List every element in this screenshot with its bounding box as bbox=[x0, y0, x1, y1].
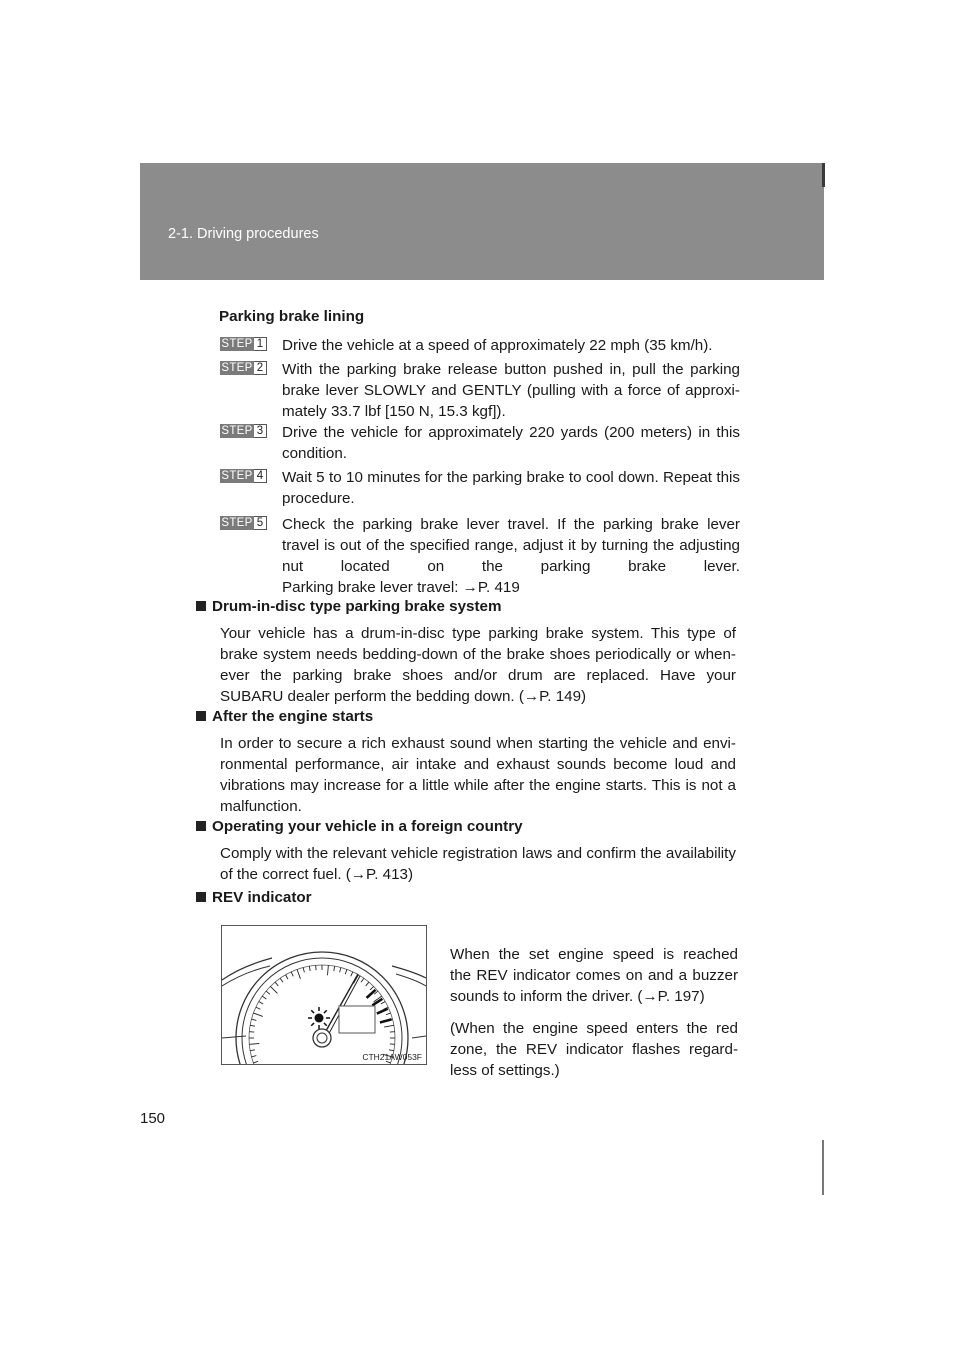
section-body bbox=[220, 623, 736, 707]
text-line: Check the parking brake lever travel. If the parking brake lever bbox=[282, 516, 740, 533]
rev-indicator-figure bbox=[221, 925, 427, 1065]
text-line: Parking brake lever travel: →P. 419 bbox=[282, 579, 520, 596]
text-line: Wait 5 to 10 minutes for the parking brake to cool down. Repeat this bbox=[282, 469, 740, 486]
section-heading bbox=[196, 818, 523, 835]
step-text bbox=[282, 422, 740, 464]
rev-indicator-icon bbox=[308, 1007, 330, 1029]
square-bullet-icon bbox=[196, 601, 206, 611]
text-line: mately 33.7 lbf [150 N, 15.3 kgf]). bbox=[282, 403, 506, 420]
page-edge-rule bbox=[822, 1140, 824, 1195]
header-edge-rule bbox=[822, 163, 825, 187]
step-text bbox=[282, 514, 740, 598]
text-line: (When the engine speed enters the red bbox=[450, 1020, 738, 1037]
step-text bbox=[282, 335, 740, 356]
text-line: In order to secure a rich exhaust sound when starting the vehicle and envi- bbox=[220, 735, 736, 752]
square-bullet-icon bbox=[196, 892, 206, 902]
section-body bbox=[220, 733, 736, 817]
section-heading bbox=[196, 708, 373, 725]
text-line: less of settings.) bbox=[450, 1062, 560, 1079]
text-line: SUBARU dealer perform the bedding down. (→P. 149) bbox=[220, 688, 587, 705]
figure-code: CTH21AW053F bbox=[362, 1052, 422, 1062]
step-badge-label: STEP bbox=[221, 362, 253, 374]
text-line: of the correct fuel. (→P. 413) bbox=[220, 866, 414, 883]
step-badge bbox=[220, 469, 267, 483]
step-badge-label: STEP bbox=[221, 425, 253, 437]
step-badge-number: 1 bbox=[254, 337, 267, 351]
step-item bbox=[220, 335, 740, 356]
text-line: malfunction. bbox=[220, 798, 302, 815]
text-line: brake system needs bedding-down of the brake shoes periodically or when- bbox=[220, 646, 736, 663]
step-badge bbox=[220, 516, 267, 530]
text-line: Comply with the relevant vehicle registration laws and confirm the availability bbox=[220, 845, 736, 862]
rev-text-2 bbox=[450, 1018, 738, 1081]
step-badge bbox=[220, 424, 267, 438]
section-heading bbox=[196, 598, 502, 615]
text-line: Drive the vehicle for approximately 220 yards (200 meters) in this bbox=[282, 424, 740, 441]
page-number: 150 bbox=[140, 1110, 166, 1127]
section-heading-text: REV indicator bbox=[212, 889, 312, 906]
text-line: ronmental performance, air intake and exhaust sounds become loud and bbox=[220, 756, 736, 773]
square-bullet-icon bbox=[196, 821, 206, 831]
step-item bbox=[220, 467, 740, 509]
section-title: 2-1. Driving procedures bbox=[168, 226, 319, 242]
text-line: zone, the REV indicator flashes regard- bbox=[450, 1041, 738, 1058]
section-heading-text: Operating your vehicle in a foreign country bbox=[212, 818, 523, 835]
step-item bbox=[220, 359, 740, 422]
step-badge-number: 4 bbox=[254, 469, 267, 483]
step-badge bbox=[220, 337, 267, 351]
step-text bbox=[282, 467, 740, 509]
step-badge-label: STEP bbox=[221, 470, 253, 482]
step-badge-number: 3 bbox=[254, 424, 267, 438]
rev-text-1 bbox=[450, 944, 738, 1007]
text-line: Drive the vehicle at a speed of approximately 22 mph (35 km/h). bbox=[282, 337, 713, 354]
text-line: ever the parking brake shoes and/or drum are replaced. Have your bbox=[220, 667, 736, 684]
step-badge-number: 2 bbox=[254, 361, 267, 375]
square-bullet-icon bbox=[196, 711, 206, 721]
text-line: With the parking brake release button pushed in, pull the parking bbox=[282, 361, 740, 378]
step-badge-label: STEP bbox=[221, 517, 253, 529]
lining-title: Parking brake lining bbox=[219, 308, 365, 325]
section-heading-text: After the engine starts bbox=[212, 708, 374, 725]
section-heading bbox=[196, 889, 312, 906]
text-line: Your vehicle has a drum-in-disc type parking brake system. This type of bbox=[220, 625, 736, 642]
tachometer-illustration bbox=[222, 926, 426, 1064]
text-line: the REV indicator comes on and a buzzer bbox=[450, 967, 738, 984]
text-line: When the set engine speed is reached bbox=[450, 946, 738, 963]
section-heading-text: Drum-in-disc type parking brake system bbox=[212, 598, 502, 615]
text-line: condition. bbox=[282, 445, 348, 462]
step-text bbox=[282, 359, 740, 422]
step-badge-label: STEP bbox=[221, 338, 253, 350]
step-badge bbox=[220, 361, 267, 375]
header-band bbox=[140, 163, 824, 280]
text-line: vibrations may increase for a little while after the engine starts. This is not a bbox=[220, 777, 736, 794]
text-line: travel is out of the specified range, adjust it by turning the adjusting bbox=[282, 537, 740, 554]
step-item bbox=[220, 514, 740, 598]
text-line: sounds to inform the driver. (→P. 197) bbox=[450, 988, 705, 1005]
text-line: brake lever SLOWLY and GENTLY (pulling with a force of approxi- bbox=[282, 382, 740, 399]
section-body bbox=[220, 843, 736, 885]
text-line: nut located on the parking brake lever. bbox=[282, 558, 740, 575]
step-badge-number: 5 bbox=[254, 516, 267, 530]
text-line: procedure. bbox=[282, 490, 355, 507]
step-item bbox=[220, 422, 740, 464]
